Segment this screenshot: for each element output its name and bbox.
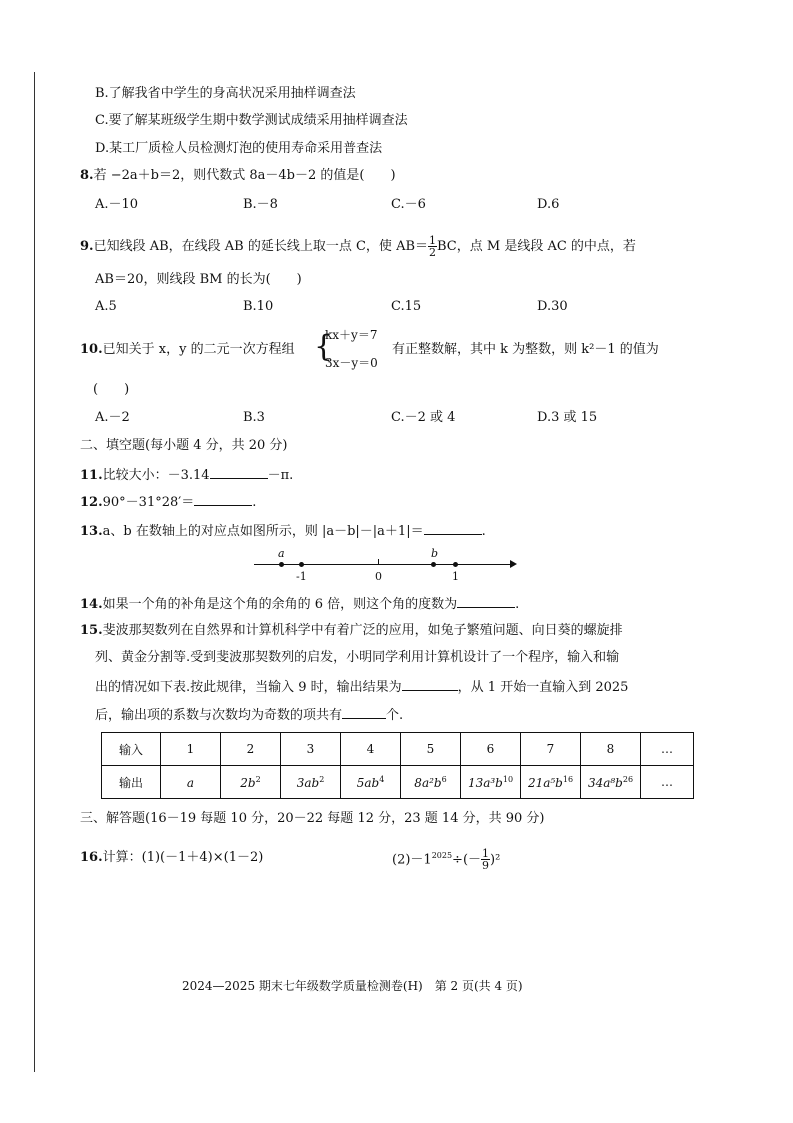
point-neg1 — [299, 562, 304, 567]
fraction-one-ninth — [481, 848, 490, 871]
question-text: 斐波那契数列在自然界和计算机科学中有着广泛的应用，如兔子繁殖问题、向日葵的螺旋排 — [102, 623, 623, 638]
equation-2: 3x－y＝0 — [325, 356, 378, 370]
q9-option-c: C.15 — [391, 299, 422, 314]
question-stem-a: 如果一个角的补角是这个角的余角的 6 倍，则这个角的度数为 — [102, 597, 458, 612]
table-cell: 1 — [161, 733, 221, 766]
question-8 — [80, 168, 396, 184]
q7-option-b: B.了解我省中学生的身高状况采用抽样调查法 — [95, 86, 356, 101]
question-11 — [80, 466, 293, 484]
input-output-table — [101, 732, 694, 799]
section-3-heading: 三、解答题(16－19 每题 10 分，20－22 每题 12 分，23 题 14 分，共 90 分) — [80, 811, 545, 826]
table-row-output — [102, 766, 694, 799]
q8-option-d: D.6 — [537, 197, 560, 212]
question-stem-a: 比较大小：－3.14 — [102, 468, 210, 483]
table-cell: $21a^5b^{16}$ — [521, 766, 581, 799]
answer-blank[interactable] — [194, 493, 252, 506]
page-footer: 2024—2025 期末七年级数学质量检测卷(H) 第 2 页(共 4 页) — [182, 979, 523, 993]
table-cell: $13a^3b^{10}$ — [461, 766, 521, 799]
question-number: 13. — [80, 524, 103, 539]
answer-blank[interactable] — [424, 522, 482, 535]
question-stem-a: 已知关于 x，y 的二元一次方程组 — [102, 342, 295, 357]
table-cell: $3ab^2$ — [281, 766, 341, 799]
question-14 — [80, 595, 519, 613]
answer-blank[interactable] — [402, 678, 458, 691]
answer-blank[interactable] — [210, 466, 268, 479]
number-line-arrow-icon — [510, 560, 517, 568]
fraction-denominator: 9 — [482, 859, 490, 873]
point-b — [431, 562, 436, 567]
question-stem-b: BC，点 M 是线段 AC 的中点，若 — [437, 239, 636, 254]
question-12 — [80, 493, 256, 511]
table-cell: a — [161, 766, 221, 799]
question-number: 16. — [80, 850, 103, 865]
question-13 — [80, 522, 486, 540]
tick-label-one: 1 — [452, 570, 459, 583]
answer-blank[interactable] — [342, 706, 386, 719]
question-text: 后，输出项的系数与次数均为奇数的项共有 — [95, 708, 343, 723]
label-b: b — [431, 547, 439, 560]
question-number: 14. — [80, 597, 103, 612]
q8-option-c: C.－6 — [391, 197, 426, 212]
question-text: )² — [490, 852, 501, 868]
q9-option-b: B.10 — [243, 299, 274, 314]
table-cell: $8a^2b^6$ — [401, 766, 461, 799]
q9-stem-line2: AB＝20，则线段 BM 的长为( ) — [95, 272, 302, 287]
question-9 — [80, 233, 636, 261]
question-text: ，从 1 开始一直输入到 2025 — [457, 680, 629, 695]
q10-option-d: D.3 或 15 — [537, 410, 598, 425]
question-number: 9. — [80, 239, 94, 254]
question-stem-a: a、b 在数轴上的对应点如图所示，则 |a－b|－|a＋1|＝ — [102, 524, 424, 539]
question-text: 出的情况如下表.按此规律，当输入 9 时，输出结果为 — [95, 680, 402, 695]
q10-answer-paren: ( ) — [93, 382, 130, 397]
question-number: 8. — [80, 168, 94, 183]
question-text: (2)－1 — [392, 852, 432, 868]
question-stem-b: . — [515, 597, 520, 612]
table-cell: … — [641, 733, 694, 766]
equation-system-brace: { — [314, 329, 334, 364]
table-header-input: 输入 — [102, 733, 161, 766]
question-number: 15. — [80, 623, 103, 638]
q7-option-c: C.要了解某班级学生期中数学测试成绩采用抽样调查法 — [95, 113, 408, 128]
equation-1: kx＋y＝7 — [325, 328, 378, 342]
question-10-start — [80, 342, 295, 358]
section-2-heading: 二、填空题(每小题 4 分，共 20 分) — [80, 438, 288, 453]
tick-label-zero: 0 — [375, 570, 382, 583]
question-number: 12. — [80, 495, 103, 510]
table-cell: 7 — [521, 733, 581, 766]
table-cell: 5 — [401, 733, 461, 766]
table-cell: $34a^8b^{26}$ — [581, 766, 641, 799]
question-15-line4 — [95, 706, 403, 724]
question-stem: 若 −2a＋b＝2，则代数式 8a－4b－2 的值是( ) — [93, 168, 396, 183]
q10-option-b: B.3 — [243, 410, 265, 425]
table-cell: … — [641, 766, 694, 799]
question-text: 个. — [386, 708, 404, 723]
q8-option-b: B.－8 — [243, 197, 278, 212]
exponent: 2025 — [431, 851, 453, 860]
fraction-one-half — [428, 235, 437, 258]
question-stem-b: . — [481, 524, 486, 539]
question-16-part1 — [80, 850, 263, 866]
number-line-axis — [254, 564, 512, 565]
point-1 — [453, 562, 458, 567]
question-number: 11. — [80, 468, 103, 483]
label-a: a — [278, 547, 285, 560]
question-stem-b: . — [252, 495, 257, 510]
fraction-numerator: 1 — [482, 847, 490, 861]
tick-zero — [378, 559, 379, 564]
table-cell: $5ab^4$ — [341, 766, 401, 799]
question-10-stem-b: 有正整数解，其中 k 为整数，则 k²－1 的值为 — [392, 342, 659, 357]
q9-option-d: D.30 — [537, 299, 568, 314]
q7-option-d: D.某工厂质检人员检测灯泡的使用寿命采用普查法 — [95, 141, 383, 156]
table-cell: 3 — [281, 733, 341, 766]
tick-label-neg1: -1 — [296, 570, 307, 583]
binding-margin-line — [34, 72, 35, 1072]
fraction-numerator: 1 — [429, 234, 437, 247]
table-cell: 6 — [461, 733, 521, 766]
table-header-output: 输出 — [102, 766, 161, 799]
question-15-line1 — [80, 623, 623, 639]
q10-option-a: A.－2 — [95, 410, 130, 425]
question-stem-a: 90°－31°28′＝ — [102, 495, 195, 510]
point-a — [279, 562, 284, 567]
question-number: 10. — [80, 342, 103, 357]
answer-blank[interactable] — [457, 595, 515, 608]
table-cell: 4 — [341, 733, 401, 766]
table-row-input — [102, 733, 694, 766]
table-cell: 2 — [221, 733, 281, 766]
question-16-part2 — [392, 842, 500, 874]
table-cell: 8 — [581, 733, 641, 766]
question-stem-a: 已知线段 AB，在线段 AB 的延长线上取一点 C，使 AB＝ — [93, 239, 429, 254]
fraction-denominator: 2 — [429, 246, 437, 259]
question-stem-b: －π. — [267, 468, 294, 483]
question-15-line3 — [95, 678, 628, 696]
question-15-line2: 列、黄金分割等.受到斐波那契数列的启发，小明同学利用计算机设计了一个程序，输入和输 — [95, 650, 620, 665]
q8-option-a: A.－10 — [95, 197, 139, 212]
table-cell: $2b^2$ — [221, 766, 281, 799]
question-text: 计算：(1)(－1＋4)×(1－2) — [102, 850, 264, 865]
q9-option-a: A.5 — [95, 299, 117, 314]
question-text: ÷(－ — [452, 852, 482, 868]
q10-option-c: C.－2 或 4 — [391, 410, 456, 425]
